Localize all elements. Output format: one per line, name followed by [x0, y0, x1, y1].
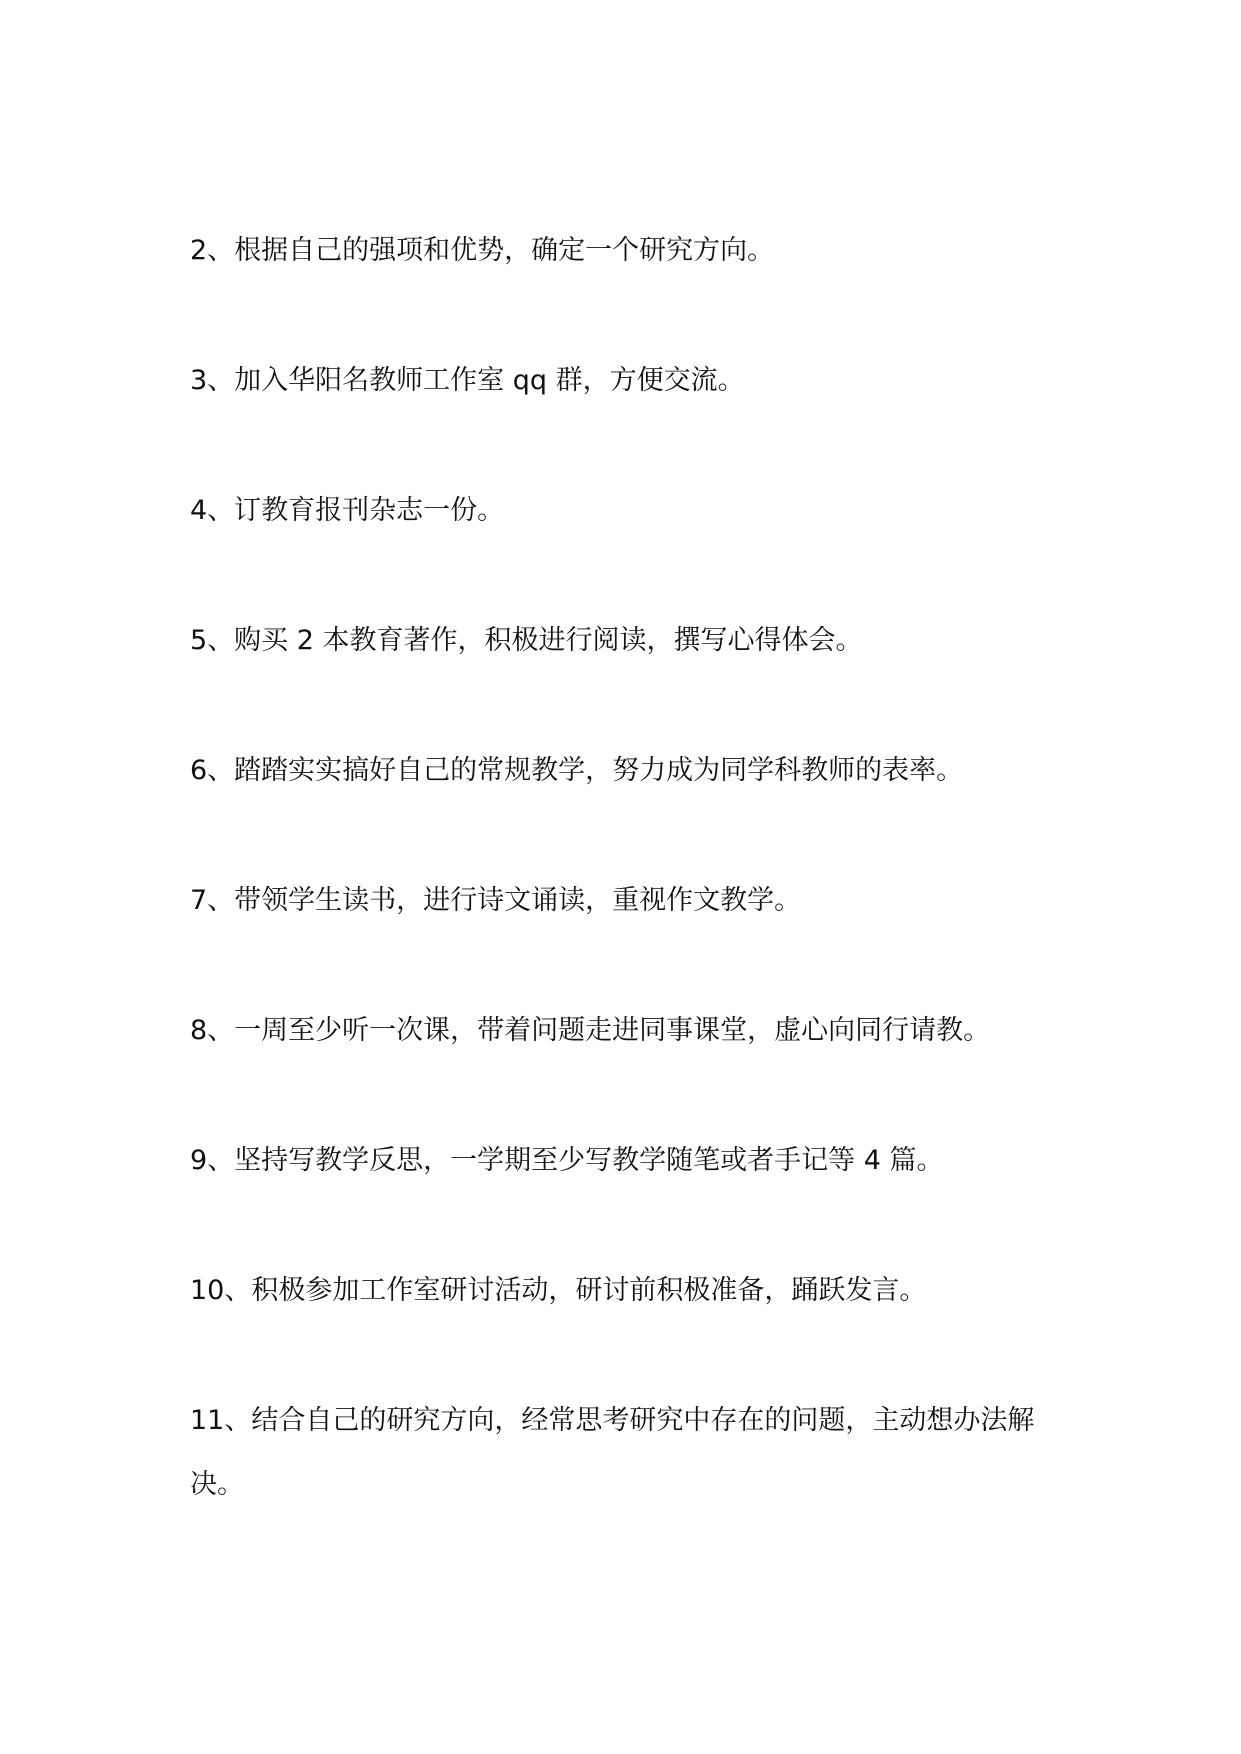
list-item: 3、加入华阳名教师工作室 qq 群，方便交流。	[190, 365, 745, 396]
list-item: 11、结合自己的研究方向，经常思考研究中存在的问题，主动想办法解决。	[190, 1405, 1035, 1500]
list-item: 7、带领学生读书，进行诗文诵读，重视作文教学。	[190, 885, 802, 916]
list-item: 8、一周至少听一次课，带着问题走进同事课堂，虚心向同行请教。	[190, 1015, 991, 1046]
list-item: 4、订教育报刊杂志一份。	[190, 495, 505, 526]
list-item: 10、积极参加工作室研讨活动，研讨前积极准备，踊跃发言。	[190, 1275, 927, 1306]
list-item: 6、踏踏实实搞好自己的常规教学，努力成为同学科教师的表率。	[190, 755, 964, 786]
list-item: 9、坚持写教学反思，一学期至少写教学随笔或者手记等 4 篇。	[190, 1145, 944, 1176]
list-item: 5、购买 2 本教育著作，积极进行阅读，撰写心得体会。	[190, 625, 863, 656]
list-item: 2、根据自己的强项和优势，确定一个研究方向。	[190, 235, 775, 266]
